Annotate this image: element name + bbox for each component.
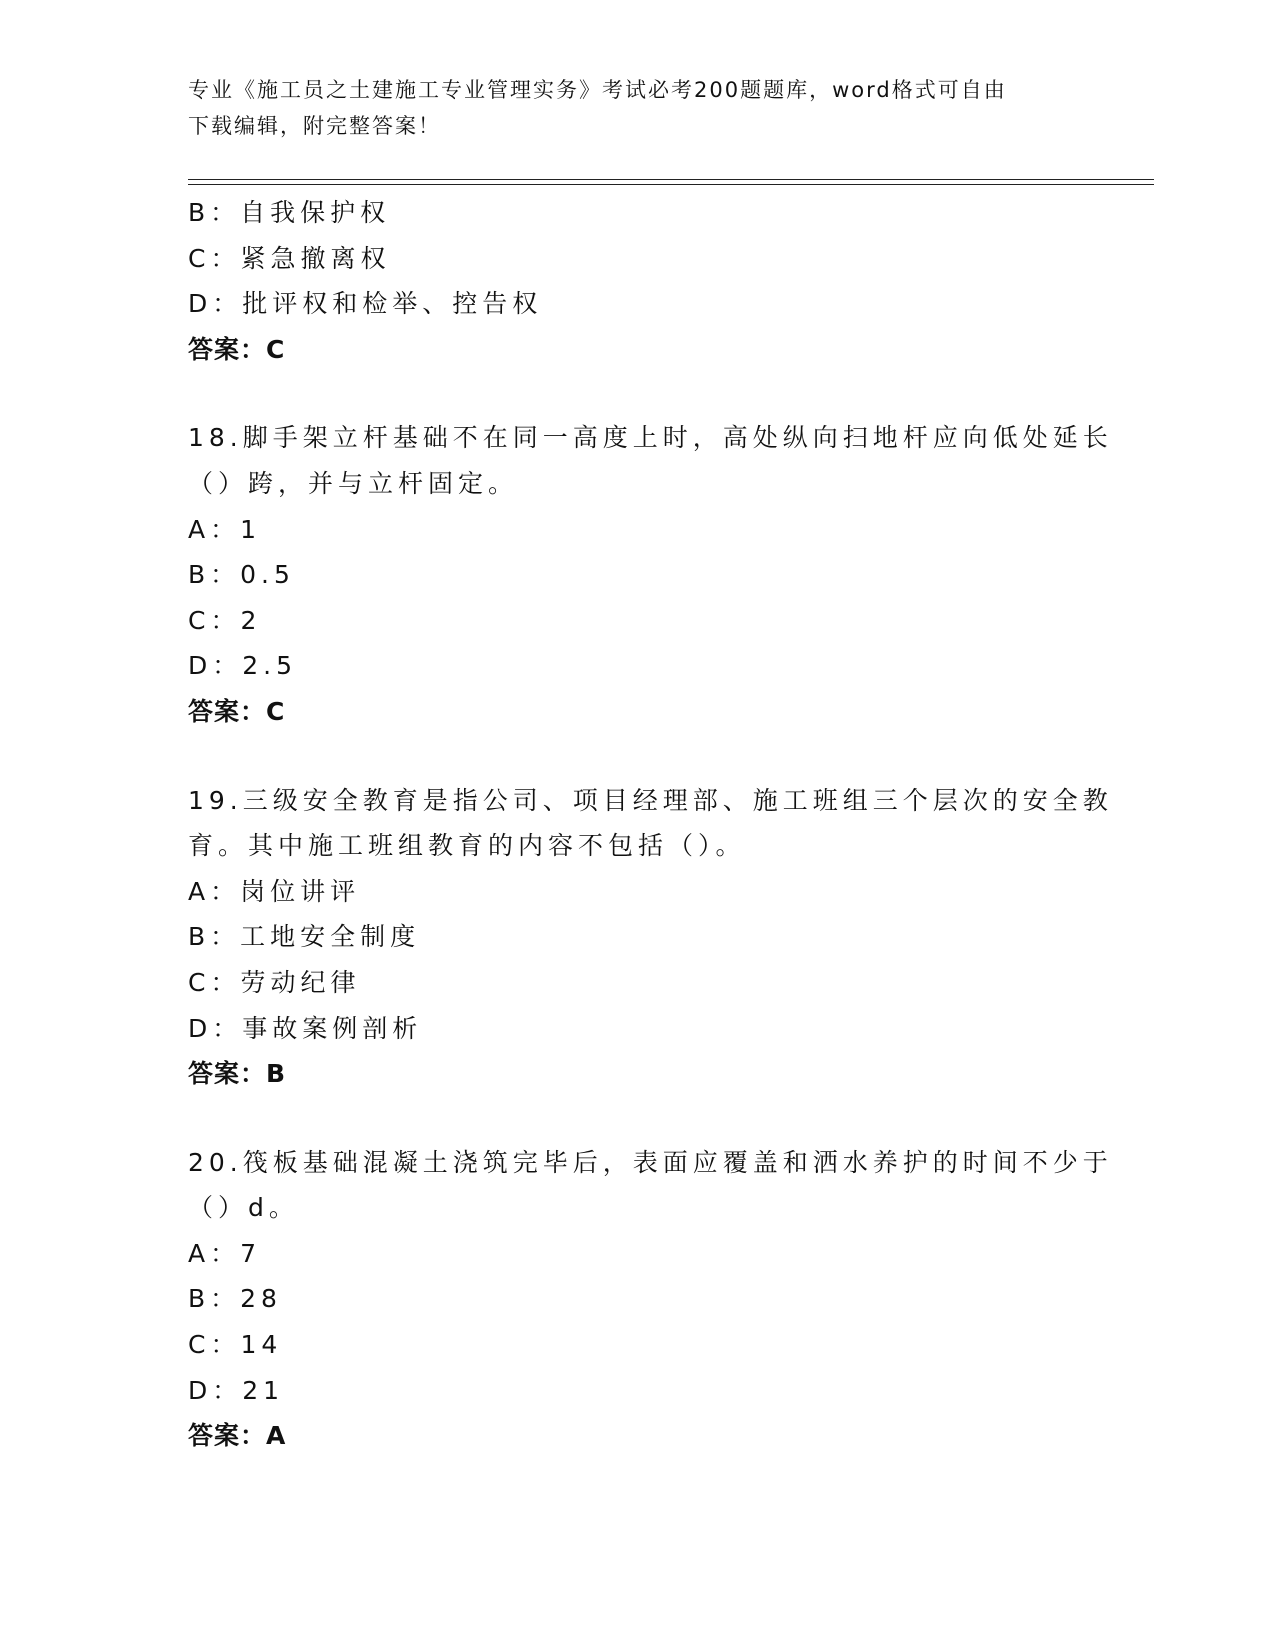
option-c: C：2 [188, 605, 262, 635]
option-b: B：0.5 [188, 560, 295, 590]
header-line-1: 专业《施工员之土建施工专业管理实务》考试必考200题题库，word格式可自由 [188, 78, 1007, 102]
option-a: A：1 [188, 514, 262, 544]
option-c: C：14 [188, 1330, 283, 1360]
option-a: A：岗位讲评 [188, 876, 361, 906]
question-20 [188, 1140, 1113, 1459]
option-b: B：自我保护权 [188, 198, 391, 227]
question-text-line-1: 20.筏板基础混凝土浇筑完毕后，表面应覆盖和洒水养护的时间不少于 [188, 1147, 1113, 1177]
header-rule-bottom [188, 184, 1154, 185]
option-c: C：劳动纪律 [188, 967, 361, 997]
question-text-line-1: 18.脚手架立杆基础不在同一高度上时，高处纵向扫地杆应向低处延长 [188, 423, 1113, 453]
question-list [188, 190, 1113, 1459]
answer: 答案：B [188, 1059, 287, 1089]
header-line-2: 下载编辑，附完整答案！ [188, 114, 441, 138]
question-text-line-2: （）d。 [188, 1193, 299, 1223]
question-text-line-2: 育。其中施工班组教育的内容不包括（）。 [188, 831, 746, 861]
document-header [188, 72, 1068, 144]
question-17-continued [188, 190, 1088, 372]
option-d: D：批评权和检举、控告权 [188, 289, 543, 319]
answer: 答案：A [188, 1421, 287, 1451]
spacer [188, 1097, 1088, 1140]
option-b: B：工地安全制度 [188, 922, 421, 952]
option-a: A：7 [188, 1238, 262, 1268]
question-18 [188, 415, 1113, 734]
question-text-line-2: （）跨，并与立杆固定。 [188, 468, 519, 498]
question-19 [188, 778, 1113, 1097]
option-d: D：2.5 [188, 651, 298, 681]
option-d: D：21 [188, 1375, 285, 1405]
spacer [188, 372, 1088, 415]
spacer [188, 735, 1088, 778]
answer: 答案：C [188, 696, 286, 726]
option-b: B：28 [188, 1284, 282, 1314]
option-d: D：事故案例剖析 [188, 1013, 423, 1043]
option-c: C：紧急撤离权 [188, 243, 391, 273]
answer: 答案：C [188, 334, 286, 364]
question-text-line-1: 19.三级安全教育是指公司、项目经理部、施工班组三个层次的安全教 [188, 785, 1113, 815]
header-rule-top [188, 179, 1154, 180]
